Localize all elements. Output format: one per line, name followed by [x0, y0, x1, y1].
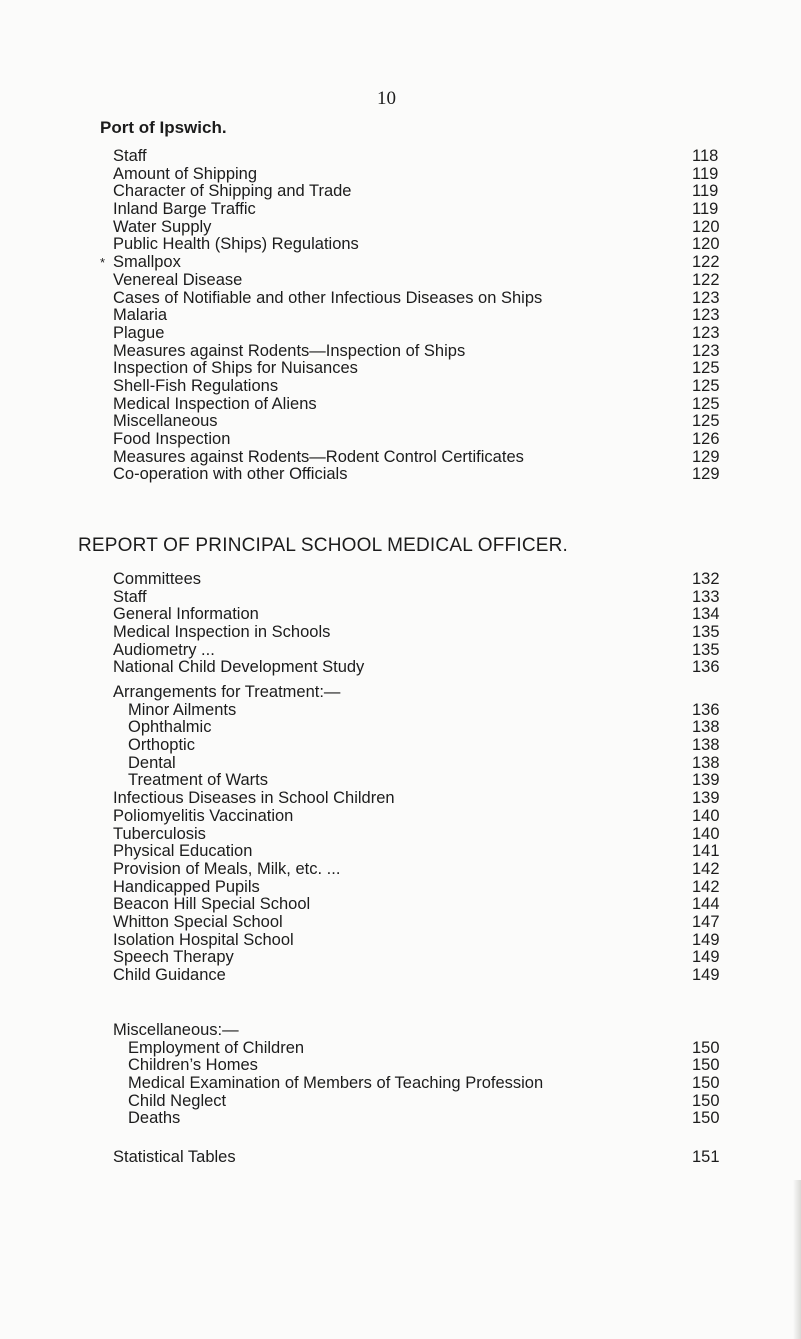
toc-row [0, 772, 801, 790]
toc-entry-page: 144 [692, 895, 720, 914]
toc-entry-page: 151 [692, 1148, 720, 1166]
toc-entry-label: Speech Therapy [113, 948, 234, 967]
toc-entry-page: 139 [692, 771, 720, 790]
toc-entry-label: Inland Barge Traffic [113, 200, 256, 219]
toc-entry-label: General Information [113, 605, 259, 624]
toc-entry-page: 119 [692, 164, 719, 183]
toc-row [0, 808, 801, 826]
toc-entry-page: 147 [692, 912, 720, 931]
toc-entry-page: 136 [692, 658, 720, 677]
toc-entry-page: 138 [692, 753, 720, 772]
toc-row [0, 719, 801, 737]
toc-row [0, 879, 801, 897]
toc-entry-label: Smallpox [113, 253, 181, 272]
toc-row [0, 183, 801, 201]
toc-entry-label: Ophthalmic [128, 718, 212, 737]
toc-entry-label: Deaths [128, 1109, 181, 1128]
toc-entry-label: Staff [113, 587, 147, 606]
toc-row [0, 466, 801, 484]
toc-row [0, 148, 801, 166]
misc-contents-list [0, 1040, 801, 1128]
toc-entry-page: 141 [692, 842, 720, 861]
toc-row [0, 449, 801, 467]
toc-entry-page: 132 [692, 570, 720, 588]
toc-row [0, 949, 801, 967]
toc-entry-page: 133 [692, 587, 720, 606]
toc-row [0, 1093, 801, 1111]
toc-entry-label: Provision of Meals, Milk, etc. ... [113, 859, 341, 878]
treatment-heading: Arrangements for Treatment:— [113, 683, 341, 701]
toc-entry-page: 142 [692, 859, 720, 878]
toc-entry-page: 149 [692, 930, 720, 949]
toc-entry-page: 129 [692, 447, 720, 466]
toc-entry-label: Minor Ailments [128, 700, 237, 719]
toc-row [0, 1040, 801, 1058]
toc-entry-label: Measures against Rodents—Inspection of Ships [113, 341, 466, 360]
treatment-contents-list [0, 702, 801, 985]
toc-entry-label: Employment of Children [128, 1038, 305, 1057]
toc-row [0, 378, 801, 396]
toc-entry-label: Miscellaneous [113, 412, 218, 431]
toc-entry-page: 119 [692, 182, 719, 201]
toc-entry-label: Poliomyelitis Vaccination [113, 806, 294, 825]
toc-entry-label: Orthoptic [128, 736, 195, 755]
toc-entry-label: Committees [113, 570, 202, 588]
toc-row [0, 1057, 801, 1075]
toc-entry-label: Public Health (Ships) Regulations [113, 235, 359, 254]
toc-row [0, 659, 801, 677]
toc-row [0, 431, 801, 449]
toc-entry-label: Isolation Hospital School [113, 930, 294, 949]
final-section [0, 1149, 801, 1167]
toc-entry-page: 126 [692, 430, 720, 448]
toc-entry-label: Physical Education [113, 842, 253, 861]
toc-row [0, 166, 801, 184]
toc-row [0, 843, 801, 861]
toc-entry-page: 138 [692, 718, 720, 737]
toc-entry-label: Staff [113, 147, 147, 165]
toc-entry-label: Venereal Disease [113, 270, 243, 289]
toc-entry-label: Food Inspection [113, 430, 231, 448]
toc-row [0, 589, 801, 607]
toc-entry-label: Shell-Fish Regulations [113, 376, 279, 395]
toc-entry-label: Tuberculosis [113, 824, 206, 843]
toc-entry-page: 134 [692, 605, 720, 624]
toc-row [0, 290, 801, 308]
toc-row [0, 254, 801, 272]
port-contents-list [0, 148, 801, 484]
toc-entry-label: Cases of Notifiable and other Infectious Diseases on Ships [113, 288, 543, 307]
toc-entry-page: 123 [692, 288, 720, 307]
toc-row [0, 914, 801, 932]
toc-entry-page: 125 [692, 394, 720, 413]
toc-entry-page: 138 [692, 736, 720, 755]
toc-entry-label: Measures against Rodents—Rodent Control Certificates [113, 447, 524, 466]
toc-row [0, 790, 801, 808]
toc-row [0, 396, 801, 414]
toc-entry-label: Statistical Tables [113, 1148, 236, 1166]
toc-entry-label: Audiometry ... [113, 640, 215, 659]
toc-row [0, 642, 801, 660]
entry-marker: * [100, 255, 106, 271]
toc-entry-page: 142 [692, 877, 720, 896]
toc-entry-page: 120 [692, 217, 720, 236]
toc-entry-label: Malaria [113, 306, 168, 325]
toc-entry-page: 120 [692, 235, 720, 254]
toc-entry-page: 125 [692, 359, 720, 378]
toc-entry-page: 123 [692, 306, 720, 325]
toc-row [0, 737, 801, 755]
toc-row [0, 413, 801, 431]
toc-entry-page: 122 [692, 253, 720, 272]
toc-entry-page: 150 [692, 1038, 720, 1057]
toc-entry-label: Dental [128, 753, 176, 772]
toc-entry-label: Water Supply [113, 217, 212, 236]
toc-row [0, 1110, 801, 1128]
toc-entry-label: Infectious Diseases in School Children [113, 789, 395, 808]
toc-entry-page: 149 [692, 966, 720, 984]
toc-entry-label: Character of Shipping and Trade [113, 182, 352, 201]
toc-entry-page: 122 [692, 270, 720, 289]
toc-row [0, 307, 801, 325]
toc-entry-page: 150 [692, 1074, 720, 1093]
toc-row [0, 606, 801, 624]
toc-entry-label: Child Neglect [128, 1091, 227, 1110]
toc-entry-page: 140 [692, 806, 720, 825]
toc-row [0, 755, 801, 773]
page-edge-shadow [793, 1180, 801, 1339]
toc-row [0, 826, 801, 844]
toc-row [0, 571, 801, 589]
toc-entry-label: Plague [113, 323, 165, 342]
toc-row [0, 201, 801, 219]
report-heading: REPORT OF PRINCIPAL SCHOOL MEDICAL OFFICER. [78, 535, 569, 556]
misc-section [0, 1022, 801, 1128]
toc-entry-page: 125 [692, 412, 720, 431]
toc-entry-label: Children’s Homes [128, 1056, 258, 1075]
toc-entry-label: Medical Inspection of Aliens [113, 394, 317, 413]
toc-row [0, 325, 801, 343]
toc-entry-label: Medical Examination of Members of Teaching Profession [128, 1074, 544, 1093]
toc-entry-page: 150 [692, 1056, 720, 1075]
toc-entry-page: 150 [692, 1091, 720, 1110]
toc-entry-label: Inspection of Ships for Nuisances [113, 359, 358, 378]
toc-row [0, 967, 801, 985]
toc-row [0, 343, 801, 361]
toc-entry-page: 149 [692, 948, 720, 967]
toc-entry-label: Amount of Shipping [113, 164, 258, 183]
treatment-section [0, 684, 801, 985]
toc-row [0, 360, 801, 378]
toc-entry-label: Whitton Special School [113, 912, 283, 931]
toc-row [0, 236, 801, 254]
toc-entry-page: 125 [692, 376, 720, 395]
toc-entry-page: 135 [692, 623, 720, 642]
toc-entry-page: 119 [692, 200, 719, 219]
toc-row [0, 219, 801, 237]
toc-row [0, 861, 801, 879]
toc-entry-page: 139 [692, 789, 720, 808]
toc-entry-page: 135 [692, 640, 720, 659]
toc-row [0, 272, 801, 290]
toc-row [0, 624, 801, 642]
toc-entry-label: National Child Development Study [113, 658, 365, 677]
toc-row [0, 1149, 801, 1167]
toc-entry-page: 140 [692, 824, 720, 843]
toc-row [0, 896, 801, 914]
toc-row [0, 1075, 801, 1093]
toc-entry-page: 118 [692, 147, 719, 165]
misc-heading: Miscellaneous:— [113, 1021, 239, 1039]
toc-entry-label: Treatment of Warts [128, 771, 268, 790]
toc-entry-label: Child Guidance [113, 966, 226, 984]
toc-entry-label: Co-operation with other Officials [113, 465, 348, 484]
toc-entry-page: 136 [692, 700, 720, 719]
toc-entry-page: 150 [692, 1109, 720, 1128]
port-heading: Port of Ipswich. [100, 118, 227, 137]
toc-entry-label: Medical Inspection in Schools [113, 623, 331, 642]
report-contents-list [0, 571, 801, 677]
toc-entry-label: Beacon Hill Special School [113, 895, 311, 914]
toc-entry-page: 123 [692, 341, 720, 360]
page-number: 10 [377, 88, 396, 109]
toc-row [0, 702, 801, 720]
toc-entry-label: Handicapped Pupils [113, 877, 260, 896]
toc-row [0, 932, 801, 950]
toc-entry-page: 123 [692, 323, 720, 342]
toc-entry-page: 129 [692, 465, 720, 484]
